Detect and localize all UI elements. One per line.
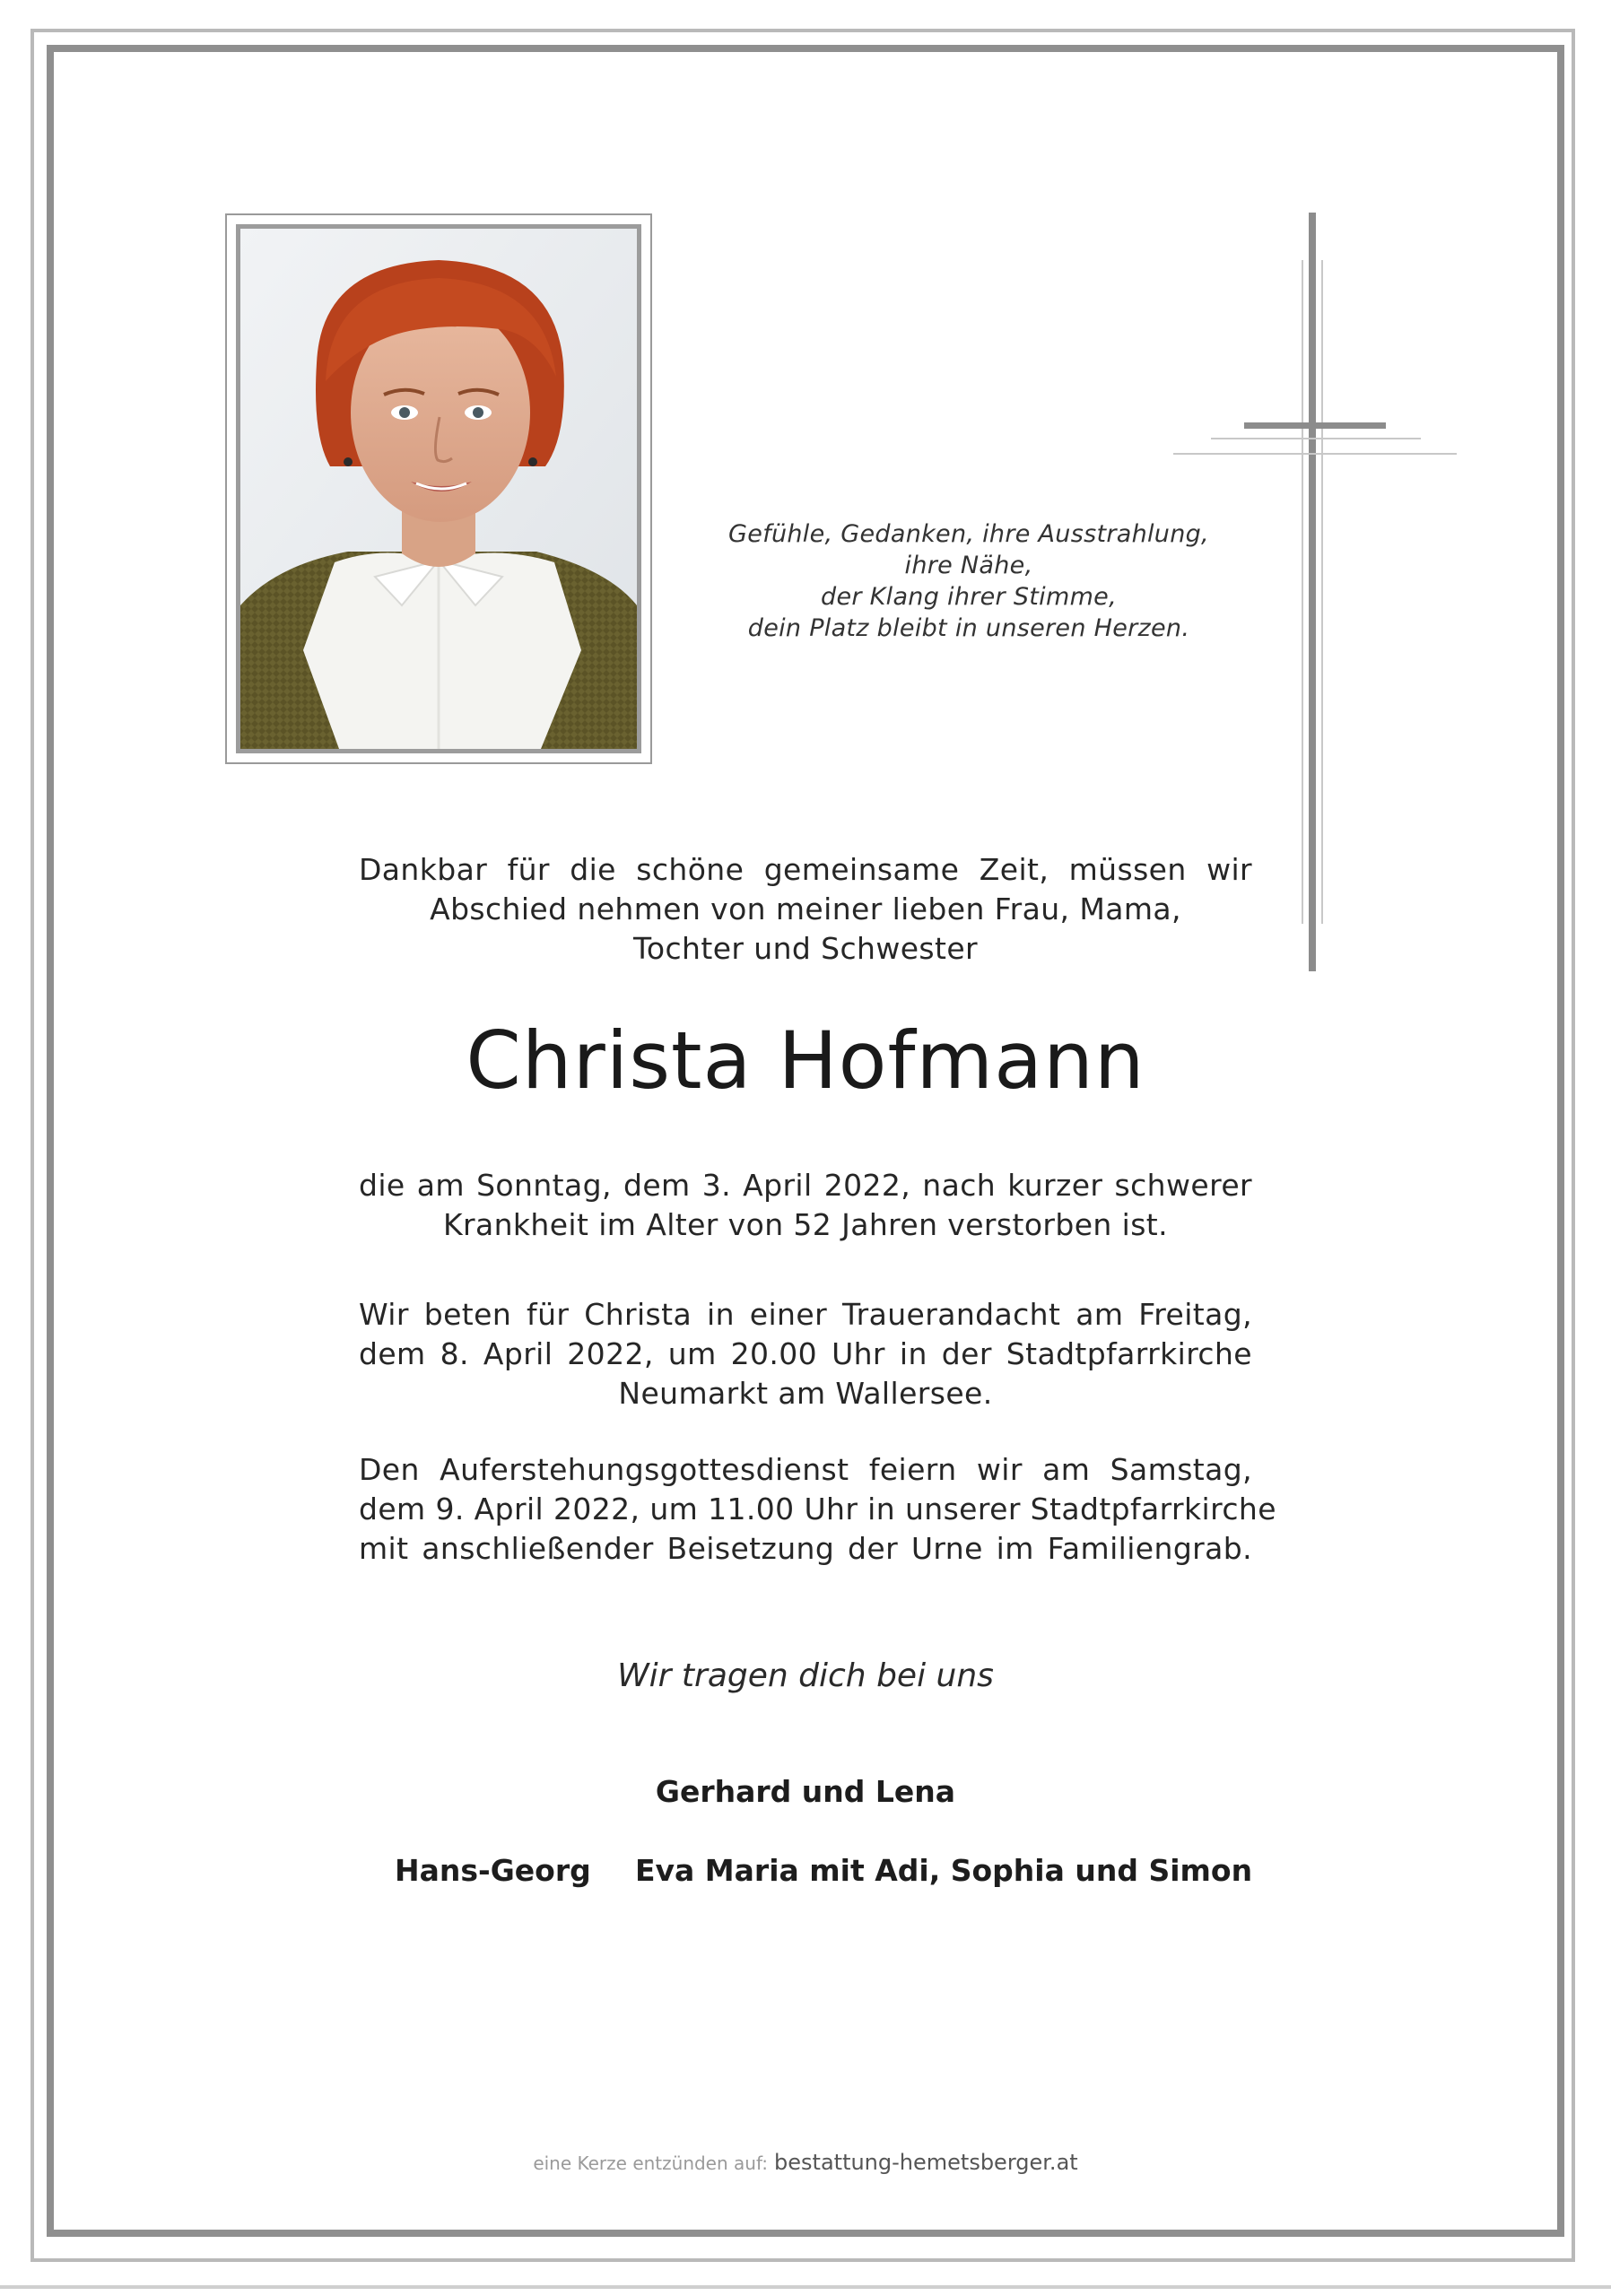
quote-line: ihre Nähe, [904, 552, 1033, 579]
prayer-line: Neumarkt am Wallersee. [618, 1376, 993, 1411]
death-notice-line: Krankheit im Alter von 52 Jahren verstorben ist. [442, 1207, 1169, 1242]
death-notice-paragraph [359, 1166, 1252, 1245]
prayer-paragraph [359, 1295, 1252, 1413]
prayer-line: Wir beten für Christa in einer Trauerandacht am Freitag, [359, 1297, 1252, 1332]
intro-line: Dankbar für die schöne gemeinsame Zeit, müssen wir [359, 852, 1252, 887]
service-line: dem 9. April 2022, um 11.00 Uhr in unserer Stadtpfarrkirche [359, 1492, 1276, 1526]
deceased-name: Christa Hofmann [466, 1014, 1145, 1107]
family-line: Gerhard und Lena [655, 1774, 956, 1809]
page-bottom-edge [0, 2285, 1611, 2289]
intro-line: Tochter und Schwester [632, 931, 979, 966]
quote-line: Gefühle, Gedanken, ihre Ausstrahlung, [728, 520, 1209, 548]
family-name: Hans-Georg [395, 1853, 591, 1888]
service-line: Den Auferstehungsgottesdienst feiern wir am Samstag, [359, 1452, 1252, 1487]
footer [359, 2149, 1252, 2178]
footer-website-link[interactable]: bestattung-hemetsberger.at [774, 2150, 1078, 2175]
intro-line: Abschied nehmen von meiner lieben Frau, Mama, [430, 891, 1181, 926]
closing-phrase: Wir tragen dich bei uns [617, 1657, 994, 1694]
intro-paragraph [359, 850, 1252, 969]
service-paragraph [359, 1450, 1276, 1569]
memorial-quote [682, 518, 1256, 644]
prayer-line: dem 8. April 2022, um 20.00 Uhr in der Stadtpfarrkirche [359, 1336, 1252, 1371]
death-notice-line: die am Sonntag, dem 3. April 2022, nach kurzer schwerer [359, 1168, 1252, 1203]
footer-lead-text: eine Kerze entzünden auf: [533, 2152, 769, 2174]
quote-line: dein Platz bleibt in unseren Herzen. [747, 614, 1190, 642]
quote-line: der Klang ihrer Stimme, [821, 583, 1117, 611]
service-line: mit anschließender Beisetzung der Urne im Familiengrab. [359, 1531, 1252, 1566]
family-name: Eva Maria mit Adi, Sophia und Simon [635, 1853, 1253, 1888]
